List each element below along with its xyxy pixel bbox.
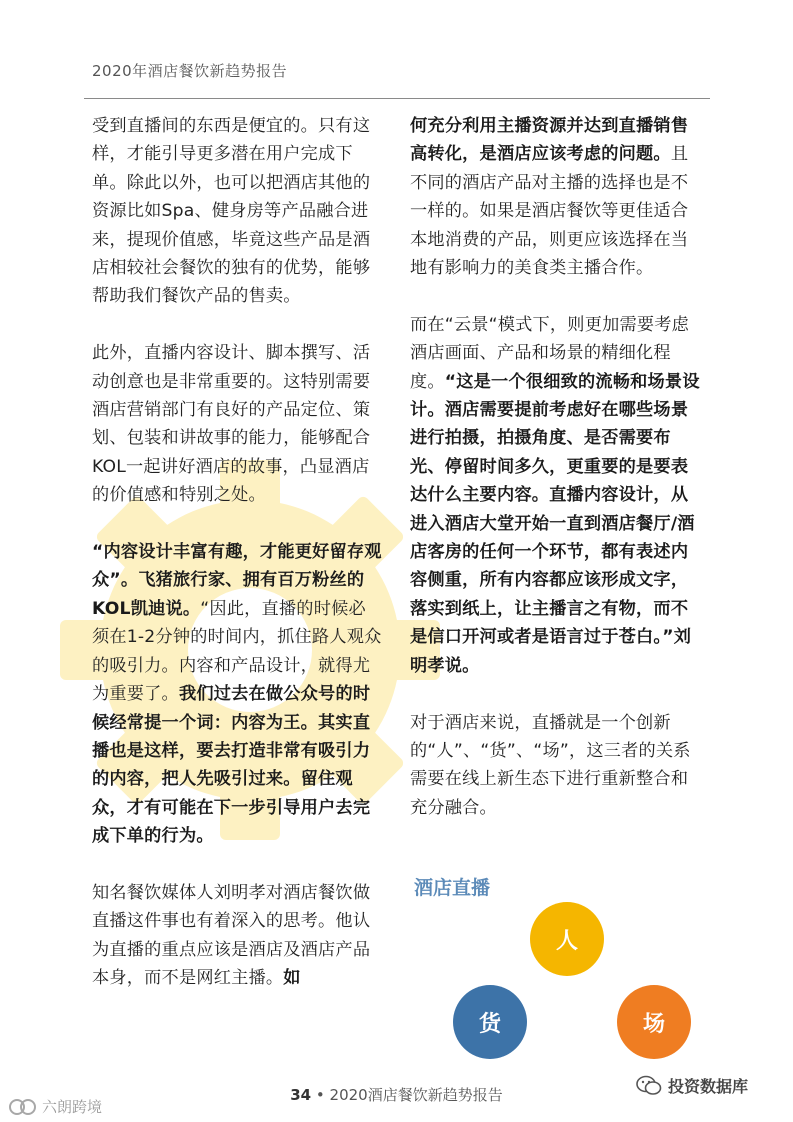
paragraph [92, 339, 382, 509]
bold-text: 我们过去在做公众号的时候经常提一个词：内容为王。其实直播也是这样，要去打造非常有吸引力的内容，把人先吸引过来。 [92, 684, 371, 790]
bold-text: 何充分利用主播资源并达到直播销售高转化，是酒店应该考虑的问题。 [410, 116, 689, 165]
paragraph [410, 709, 700, 823]
body-text: 而在“云景“模式下，则更加需要考虑酒店画面、产品和场景的精细化程度。 [410, 314, 690, 392]
paragraph [92, 538, 382, 850]
body-text: 受到直播间的东西是便宜的。只有这样，才能引导更多潜在用户完成下单。除此以外，也可以把酒店其他的资源比如Spa、健身房等产品融合进来，提现价值感，毕竟这些产品是酒店相较社会餐饮的独有的优势，能够帮助我们餐饮产品的售卖。 [92, 116, 371, 307]
bold-text: 如 [283, 968, 301, 989]
diagram-title: 酒店直播 [414, 877, 491, 899]
watermark-left-text: 六朗跨境 [42, 1098, 103, 1116]
left-text-column [92, 112, 382, 1021]
page-header-title: 2020年酒店餐饮新趋势报告 [92, 62, 288, 80]
bold-text: 刘明孝说。 [410, 627, 692, 676]
right-text-column [410, 112, 700, 851]
watermark-left [8, 1096, 102, 1117]
bold-text: 留住观众，才有可能在下一步引导用户去完成下单的行为。 [92, 769, 371, 847]
footer-title: 2020酒店餐饮新趋势报告 [329, 1086, 503, 1104]
body-text: 此外，直播内容设计、脚本撰写、活动创意也是非常重要的。这特别需要酒店营销部门有良好的产品定位、策划、包装和讲故事的能力，能够配合KOL一起讲好酒店的故事，凸显酒店的价值感和特别之处。 [92, 343, 371, 506]
bold-text: “内容设计丰富有趣，才能更好留存观众”。飞猪旅行家、拥有百万粉丝的KOL凯迪说。 [92, 542, 382, 619]
page-number: 34 [290, 1086, 312, 1104]
bold-text: “这是一个很细致的流畅和场景设计。酒店需要提前考虑好在哪些场景进行拍摄，拍摄角度、是否需要布光、停留时间多久，更重要的是要表达什么主要内容。直播内容设计，从进入酒店大堂开始一直到酒店餐厅/酒店客房的任何一个环节，都有表述内容侧重，所有内容都应该形成文字，落实到纸上，让主播言之有物，而不是信口开河或者是语言过于苍白。” [410, 371, 700, 648]
body-text: “因此，直播的时候必须在1-2分钟的时间内，抓住路人观众的吸引力。内容和产品设计，就得尤为重要了。 [92, 598, 382, 705]
paragraph [92, 879, 382, 993]
body-text: 知名餐饮媒体人刘明孝对酒店餐饮做直播这件事也有着深入的思考。他认为直播的重点应该是酒店及酒店产品本身，而不是网红主播。 [92, 882, 371, 989]
diagram-node-goods: 货 [453, 985, 527, 1059]
diagram-node-people: 人 [530, 902, 604, 976]
header-divider [84, 98, 710, 99]
watermark-right-text: 投资数据库 [668, 1077, 749, 1096]
paragraph [410, 112, 700, 282]
paragraph [410, 311, 700, 680]
paragraph [92, 112, 382, 311]
watermark-logo-icon [8, 1098, 38, 1116]
body-text: 对于酒店来说，直播就是一个创新的“人”、“货”、“场”，这三者的关系需要在线上新生态下进行重新整合和充分融合。 [410, 712, 691, 818]
watermark-right [636, 1074, 748, 1097]
body-text: 且不同的酒店产品对主播的选择也是不一样的。如果是酒店餐饮等更佳适合本地消费的产品，则更应该选择在当地有影响力的美食类主播合作。 [410, 144, 689, 279]
wechat-icon [636, 1075, 662, 1097]
diagram-node-scene: 场 [617, 985, 691, 1059]
footer-separator: • [315, 1086, 325, 1104]
